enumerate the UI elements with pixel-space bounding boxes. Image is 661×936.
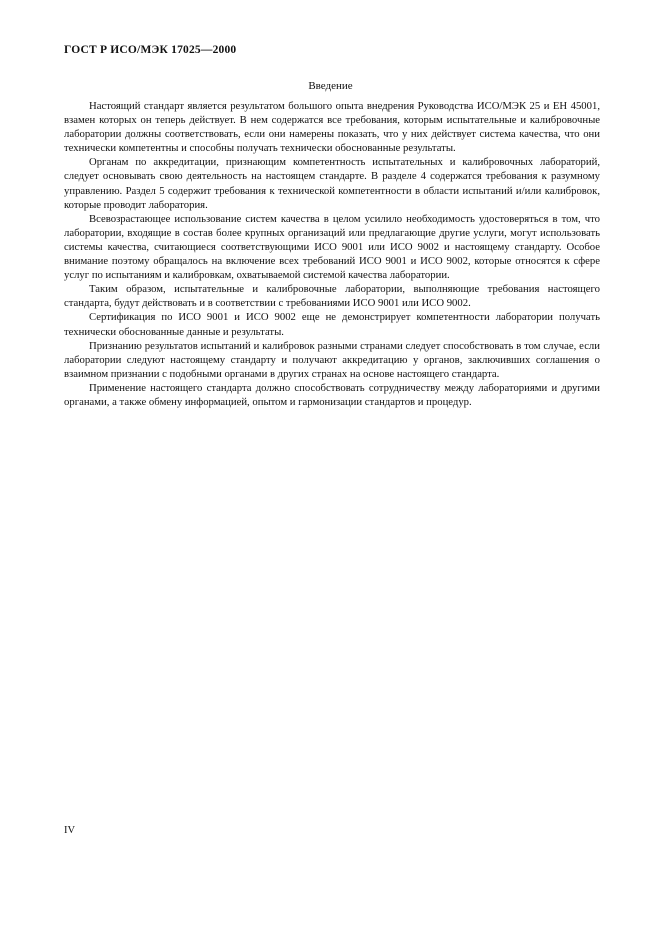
paragraph: Применение настоящего стандарта должно способствовать сотрудничеству между лабораториями и другими органами, а также обмену информацией, опытом и гармонизации стандартов и процедур. [64,381,600,408]
paragraph: Настоящий стандарт является результатом большого опыта внедрения Руководства ИСО/МЭК 25 и ЕН 45001, взамен которых он теперь действует. В нем содержатся все требования, которым испытательные и калибровочные лаборатории должны соответствовать, если они намерены показать, что у них действует система качества, что они технически компетентны и способны получать технически обоснованные результаты. [64,100,600,155]
paragraph: Таким образом, испытательные и калибровочные лаборатории, выполняющие требования настоящего стандарта, будут действовать и в соответствии с требованиями ИСО 9001 или ИСО 9002. [64,283,600,310]
paragraph: Сертификация по ИСО 9001 и ИСО 9002 еще не демонстрирует компетентности лаборатории получать технически обоснованные данные и результаты. [64,311,600,338]
body-text [64,99,600,409]
page-number: IV [64,825,76,836]
paragraph: Органам по аккредитации, признающим компетентность испытательных и калибровочных лабораторий, следует основывать свою деятельность на настоящем стандарте. В разделе 4 содержатся требования к разумному управлению. Раздел 5 содержит требования к технической компетентности в области испытаний и/или калибровок, которые проводит лаборатория. [64,156,600,211]
paragraph: Признанию результатов испытаний и калибровок разными странами следует способствовать в том случае, если лаборатории следуют настоящему стандарту и получают аккредитацию у органов, заключивших соглашения о взаимном признании с подобными органами в других странах на основе настоящего стандарта. [64,339,600,380]
paragraph: Всевозрастающее использование систем качества в целом усилило необходимость удостоверяться в том, что лаборатории, входящие в состав более крупных организаций или предлагающие другие услуги, могут использовать системы качества, считающиеся соответствующими ИСО 9001 или ИСО 9002 и настоящему стандарту. Особое внимание поэтому обращалось на включение всех требований ИСО 9001 и ИСО 9002, которые относятся к сфере услуг по испытаниям и калибровкам, охватываемой системой качества лаборатории. [64,212,600,282]
standard-header: ГОСТ Р ИСО/МЭК 17025—2000 [64,44,237,56]
section-title: Введение [308,80,353,92]
